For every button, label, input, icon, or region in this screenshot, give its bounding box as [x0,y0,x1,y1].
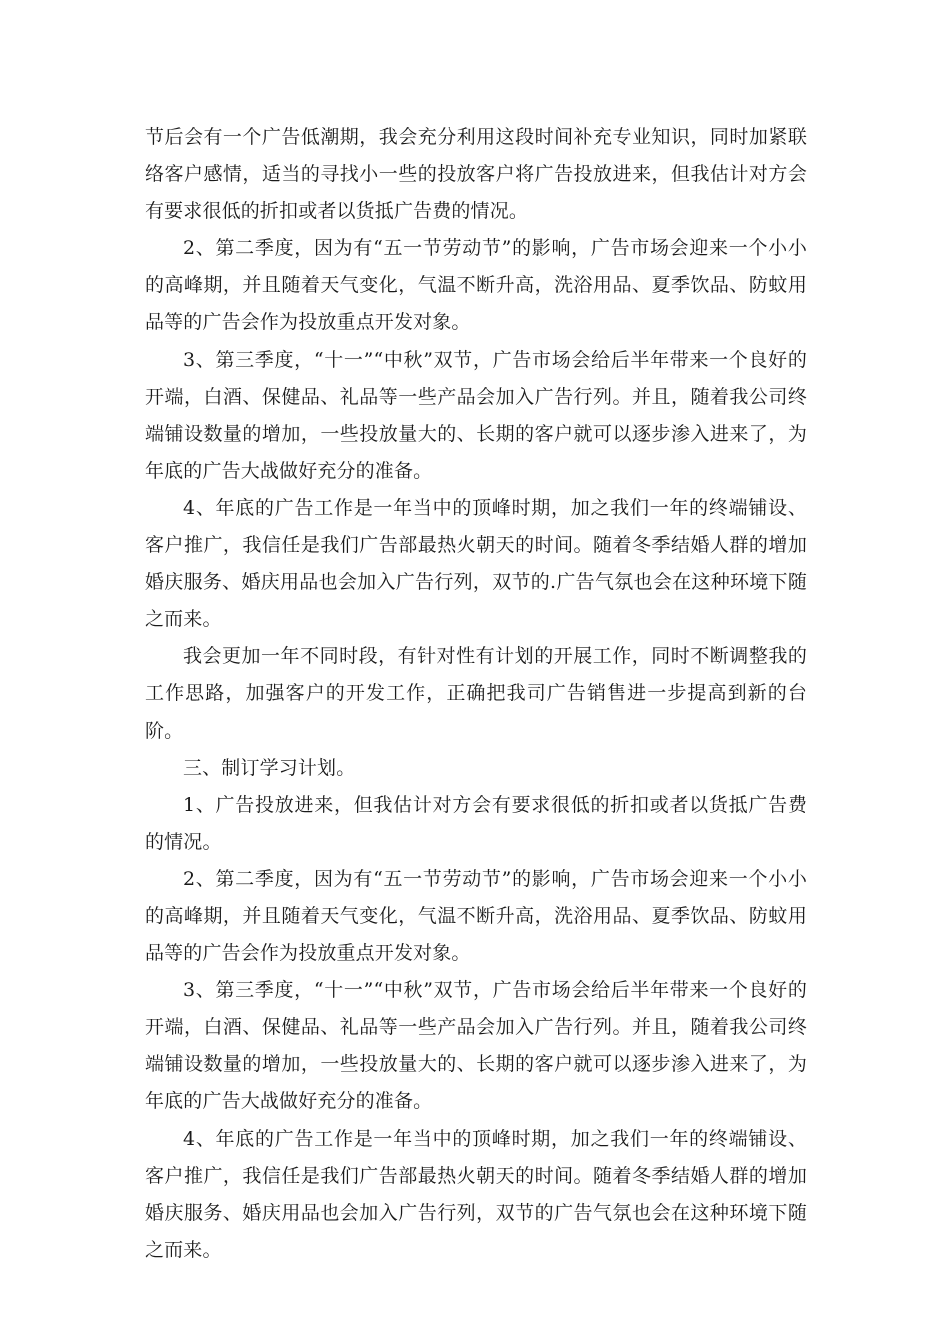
paragraph-q2: 2、第二季度，因为有“五一节劳动节”的影响，广告市场会迎来一个小小的高峰期，并且随着天气变化，气温不断升高，洗浴用品、夏季饮品、防蚊用品等的广告会作为投放重点开发对象。 [145,237,807,334]
paragraph-study-item-3: 3、第三季度，“十一”“中秋”双节，广告市场会给后半年带来一个良好的开端，白酒、保健品、礼品等一些产品会加入广告行列。并且，随着我公司终端铺设数量的增加，一些投放量大的、长期的客户就可以逐步渗入进来了，为年底的广告大战做好充分的准备。 [145,979,807,1113]
paragraph-continued: 节后会有一个广告低潮期，我会充分利用这段时间补充专业知识，同时加紧联络客户感情，适当的寻找小一些的投放客户将广告投放进来，但我估计对方会有要求很低的折扣或者以货抵广告费的情况。 [145,126,807,223]
section-heading-study-plan: 三、制订学习计划。 [183,756,356,779]
paragraph-summary: 我会更加一年不同时段，有针对性有计划的开展工作，同时不断调整我的工作思路，加强客户的开发工作，正确把我司广告销售进一步提高到新的台阶。 [145,645,807,742]
paragraph-year-end: 4、年底的广告工作是一年当中的顶峰时期，加之我们一年的终端铺设、客户推广，我信任是我们广告部最热火朝天的时间。随着冬季结婚人群的增加婚庆服务、婚庆用品也会加入广告行列，双节的.广告气氛也会在这种环境下随之而来。 [145,496,807,631]
paragraph-study-item-4: 4、年底的广告工作是一年当中的顶峰时期，加之我们一年的终端铺设、客户推广，我信任是我们广告部最热火朝天的时间。随着冬季结婚人群的增加婚庆服务、婚庆用品也会加入广告行列，双节的广告气氛也会在这种环境下随之而来。 [145,1127,807,1261]
paragraph-study-item-2: 2、第二季度，因为有“五一节劳动节”的影响，广告市场会迎来一个小小的高峰期，并且随着天气变化，气温不断升高，洗浴用品、夏季饮品、防蚊用品等的广告会作为投放重点开发对象。 [145,867,807,965]
paragraph-study-item-1: 1、广告投放进来，但我估计对方会有要求很低的折扣或者以货抵广告费的情况。 [145,793,807,853]
paragraph-q3: 3、第三季度，“十一”“中秋”双节，广告市场会给后半年带来一个良好的开端，白酒、保健品、礼品等一些产品会加入广告行列。并且，随着我公司终端铺设数量的增加，一些投放量大的、长期的客户就可以逐步渗入进来了，为年底的广告大战做好充分的准备。 [145,348,807,482]
document-body [145,119,807,1269]
